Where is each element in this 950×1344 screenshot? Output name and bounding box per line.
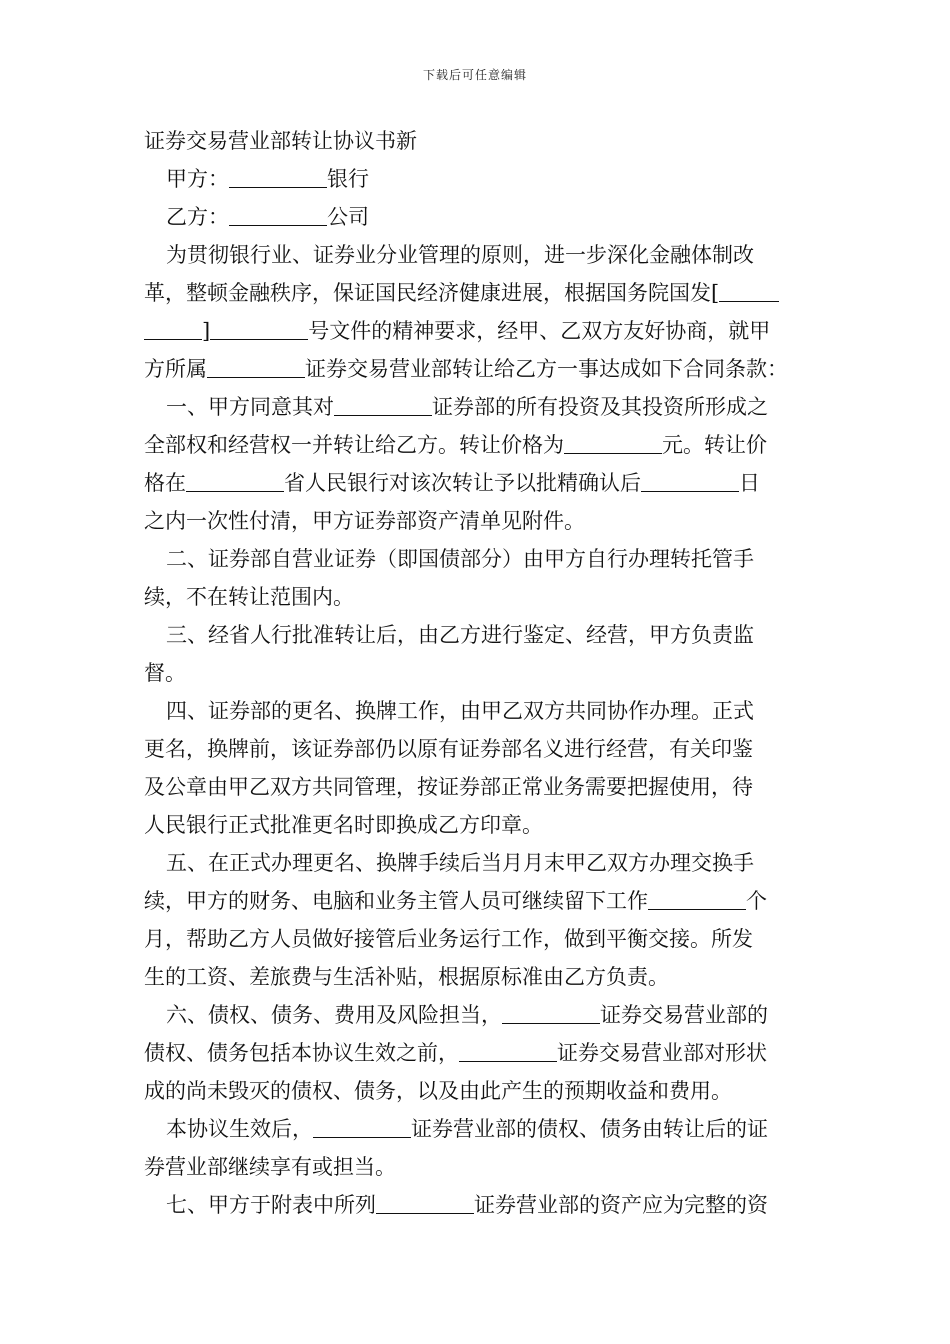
clause-4-line: 人民银行正式批准更名时即换成乙方印章。 [144,813,543,837]
paragraph-line: 为贯彻银行业、证券业分业管理的原则，进一步深化金融体制改 [166,243,754,267]
fill-blank[interactable] [564,431,662,454]
fill-blank[interactable] [376,1191,474,1214]
paragraph-line: 革，整顿金融秩序，保证国民经济健康进展，根据国务院国发[ [144,274,810,312]
header-note: 下载后可任意编辑 [422,68,527,82]
clause-6-line: 六、债权、债务、费用及风险担当， 证券交易营业部的 [166,1003,768,1027]
clause-6-line: 债权、债务包括本协议生效之前， 证券交易营业部对形状 [144,1041,767,1065]
paragraph-line: ] 号文件的精神要求，经甲、乙双方友好协商，就甲 [144,312,810,350]
document-title: 证券交易营业部转让协议书新 [144,129,417,153]
clause-1-line: 格在 省人民银行对该次转让予以批精确认后 日 [144,471,760,495]
clause-5-line: 续，甲方的财务、电脑和业务主管人员可继续留下工作 个 [144,889,767,913]
party-a-line [144,160,810,198]
party-a-prefix: 甲方： [166,167,229,191]
clause-7-line: 七、甲方于附表中所列 证券营业部的资产应为完整的资 [166,1193,768,1217]
clause-4-line: 四、证券部的更名、换牌工作，由甲乙双方共同协作办理。正式 [166,699,754,723]
clause-1-line: 全部权和经营权一并转让给乙方。转让价格为 元。转让价 [144,433,767,457]
clause-6b-line: 本协议生效后， 证券营业部的债权、债务由转让后的证 [166,1117,768,1141]
document-body [144,122,810,1224]
fill-blank[interactable] [207,355,305,378]
clause-4-line: 及公章由甲乙双方共同管理，按证券部正常业务需要把握使用，待 [144,775,753,799]
party-a-suffix: 银行 [327,167,369,191]
paragraph-line: 方所属 证券交易营业部转让给乙方一事达成如下合同条款： [144,357,788,381]
party-b-suffix: 公司 [327,205,369,229]
clause-5-line: 生的工资、差旅费与生活补贴，根据原标准由乙方负责。 [144,965,669,989]
party-b-prefix: 乙方： [166,205,229,229]
fill-blank[interactable] [648,887,746,910]
clause-3-line: 督。 [144,661,186,685]
clause-6b-line: 券营业部继续享有或担当。 [144,1155,396,1179]
clause-2-line: 二、证券部自营业证券（即国债部分）由甲方自行办理转托管手 [166,547,754,571]
fill-blank[interactable] [719,279,779,302]
fill-blank[interactable] [210,317,308,340]
clause-2-line: 续，不在转让范围内。 [144,585,354,609]
fill-blank[interactable] [229,165,327,188]
clause-4-line: 更名，换牌前，该证券部仍以原有证券部名义进行经营，有关印鉴 [144,737,753,761]
fill-blank[interactable] [313,1115,411,1138]
fill-blank[interactable] [641,469,739,492]
clause-3-line: 三、经省人行批准转让后，由乙方进行鉴定、经营，甲方负责监 [166,623,754,647]
clause-1-line: 一、甲方同意其对 证券部的所有投资及其投资所形成之 [166,395,768,419]
fill-blank[interactable] [502,1001,600,1024]
fill-blank[interactable] [229,203,327,226]
fill-blank[interactable] [459,1039,557,1062]
fill-blank[interactable] [144,317,202,340]
party-b-line [144,198,810,236]
fill-blank[interactable] [334,393,432,416]
clause-5-line: 五、在正式办理更名、换牌手续后当月月末甲乙双方办理交换手 [166,851,754,875]
fill-blank[interactable] [186,469,284,492]
clause-5-line: 月，帮助乙方人员做好接管后业务运行工作，做到平衡交接。所发 [144,927,753,951]
clause-6-line: 成的尚未毁灭的债权、债务，以及由此产生的预期收益和费用。 [144,1079,732,1103]
clause-1-line: 之内一次性付清，甲方证券部资产清单见附件。 [144,509,585,533]
